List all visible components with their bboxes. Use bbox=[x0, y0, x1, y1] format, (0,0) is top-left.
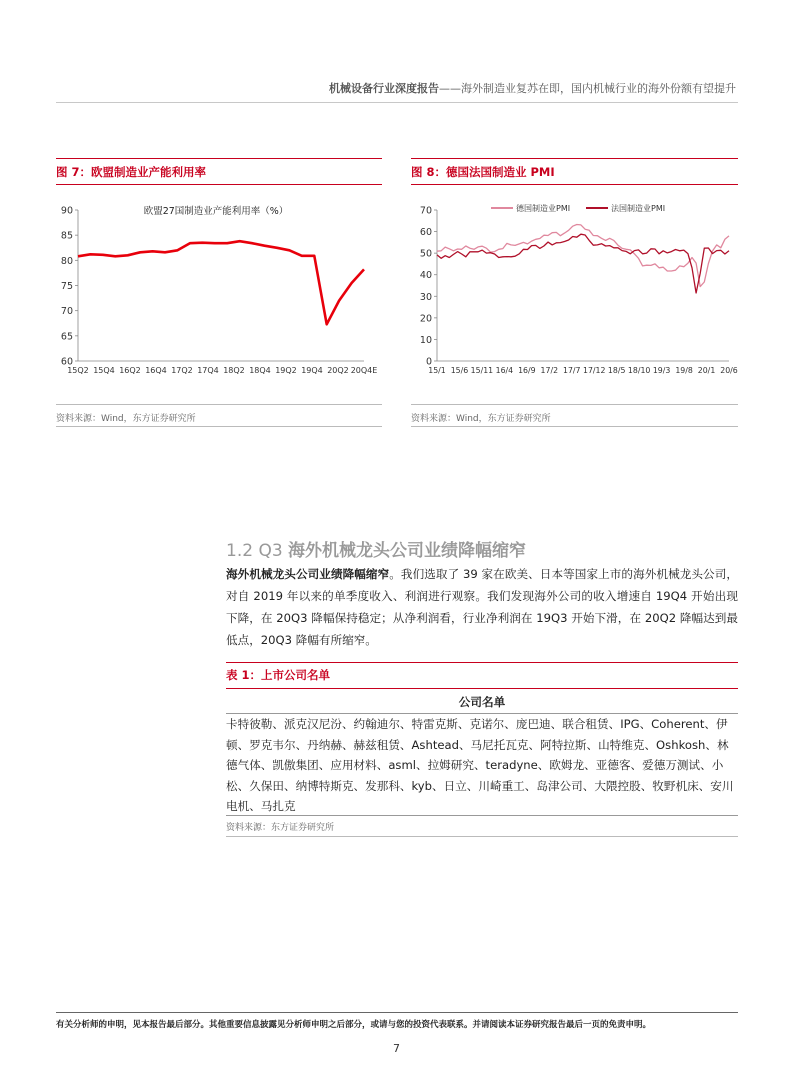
header-subtitle: ——海外制造业复苏在即，国内机械行业的海外份额有望提升 bbox=[439, 82, 736, 95]
header-bold-title: 机械设备行业深度报告 bbox=[329, 82, 439, 95]
legend-label-2: 法国制造业PMI bbox=[611, 204, 666, 213]
y-tick-label: 50 bbox=[419, 248, 432, 260]
figure8-source-rule bbox=[411, 404, 738, 405]
x-tick-label: 18/10 bbox=[627, 366, 651, 375]
y-tick-label: 90 bbox=[60, 205, 73, 217]
table1-bottom-rule bbox=[226, 815, 738, 816]
x-tick-label: 15Q4 bbox=[93, 366, 115, 375]
y-tick-label: 65 bbox=[60, 331, 73, 343]
x-tick-label: 15/1 bbox=[428, 366, 446, 375]
x-tick-label: 20Q2 bbox=[327, 366, 349, 375]
page-number: 7 bbox=[393, 1042, 400, 1055]
figure8-source: 资料来源：Wind，东方证券研究所 bbox=[411, 414, 551, 424]
paragraph-body: 。我们选取了 39 家在欧美、日本等国家上市的海外机械龙头公司，对自 2019 年以来的单季度收入、利润进行观察。我们发现海外公司的收入增速自 19Q4 开始出现下降，在 20Q3 降幅保持稳定；从净利润看，行业净利润在 19Q3 开始下滑，在 20Q2 降幅达到最低点，20Q3 降幅有所缩窄。 bbox=[226, 567, 738, 647]
y-tick-label: 20 bbox=[419, 313, 432, 325]
x-tick-label: 15/6 bbox=[450, 366, 469, 375]
figure8-top-rule bbox=[411, 158, 738, 159]
footer-disclaimer: 有关分析师的申明，见本报告最后部分。其他重要信息披露见分析师申明之后部分，或请与您的投资代表联系。并请阅读本证券研究报告最后一页的免责申明。 bbox=[56, 1020, 652, 1030]
series-line-2 bbox=[437, 234, 729, 293]
x-tick-label: 18/5 bbox=[607, 366, 626, 375]
table1-title: 表 1：上市公司名单 bbox=[226, 668, 331, 682]
x-tick-label: 19/8 bbox=[675, 366, 693, 375]
figure8-title-rule bbox=[411, 184, 738, 185]
y-tick-label: 30 bbox=[419, 291, 432, 303]
table1-top-rule bbox=[226, 662, 738, 663]
y-tick-label: 0 bbox=[425, 356, 432, 368]
series-line-1 bbox=[78, 241, 364, 324]
figure8-chart bbox=[411, 192, 738, 384]
x-tick-label: 20/1 bbox=[697, 366, 716, 375]
chart-title: 欧盟27国制造业产能利用率（%） bbox=[143, 206, 289, 217]
footer-divider bbox=[56, 1012, 738, 1013]
y-tick-label: 40 bbox=[419, 270, 432, 282]
figure7-title-rule bbox=[56, 184, 382, 185]
y-tick-label: 60 bbox=[419, 227, 432, 239]
x-tick-label: 16/9 bbox=[518, 366, 536, 375]
x-tick-label: 16Q4 bbox=[145, 366, 167, 375]
x-tick-label: 17/2 bbox=[540, 366, 559, 375]
table1-end-rule bbox=[226, 836, 738, 837]
x-tick-label: 18Q4 bbox=[249, 366, 271, 375]
x-tick-label: 19Q4 bbox=[301, 366, 323, 375]
report-header bbox=[329, 80, 736, 96]
x-tick-label: 20/6 bbox=[720, 366, 738, 375]
x-tick-label: 16Q2 bbox=[119, 366, 141, 375]
figure8-title: 图 8：德国法国制造业 PMI bbox=[411, 165, 555, 179]
y-tick-label: 80 bbox=[60, 255, 73, 267]
figure7-title: 图 7：欧盟制造业产能利用率 bbox=[56, 165, 207, 179]
x-tick-label: 17/12 bbox=[582, 366, 606, 375]
table1-company-list: 卡特彼勒、派克汉尼汾、约翰迪尔、特雷克斯、克诺尔、庞巴迪、联合租赁、IPG、Coherent、伊顿、罗克韦尔、丹纳赫、赫兹租赁、Ashtead、马尼托瓦克、阿特拉斯、山特维克、Oshkosh、林德气体、凯傲集团、应用材料、asml、拉姆研究、teradyne、欧姆龙、亚德客、爱德万测试、小松、久保田、纳博特斯克、发那科、kyb、日立、川崎重工、岛津公司、大隈控股、牧野机床、安川电机、马扎克 bbox=[226, 717, 734, 813]
paragraph-lead: 海外机械龙头公司业绩降幅缩窄 bbox=[226, 567, 390, 581]
table1-title-rule bbox=[226, 688, 738, 689]
x-tick-label: 19Q2 bbox=[275, 366, 297, 375]
x-tick-label: 17Q4 bbox=[197, 366, 219, 375]
y-tick-label: 75 bbox=[60, 281, 73, 292]
figure7-top-rule bbox=[56, 158, 382, 159]
x-tick-label: 19/3 bbox=[652, 366, 671, 375]
figure7-bottom-rule bbox=[56, 426, 382, 427]
x-tick-label: 17Q2 bbox=[171, 366, 193, 375]
y-tick-label: 85 bbox=[60, 230, 73, 242]
x-tick-label: 20Q4E bbox=[350, 366, 378, 375]
figure7-source: 资料来源：Wind，东方证券研究所 bbox=[56, 414, 196, 424]
x-tick-label: 17/7 bbox=[563, 366, 581, 375]
section-title-text: 海外机械龙头公司业绩降幅缩窄 bbox=[288, 541, 527, 561]
y-tick-label: 10 bbox=[419, 334, 432, 346]
table1-source: 资料来源：东方证券研究所 bbox=[226, 823, 335, 833]
section-heading bbox=[226, 536, 526, 561]
figure7-source-rule bbox=[56, 404, 382, 405]
series-line-1 bbox=[437, 225, 729, 287]
x-tick-label: 16/4 bbox=[495, 366, 514, 375]
x-tick-label: 18Q2 bbox=[223, 366, 245, 375]
body-paragraph bbox=[226, 563, 738, 651]
figure8-bottom-rule bbox=[411, 426, 738, 427]
legend-label-1: 德国制造业PMI bbox=[516, 204, 571, 213]
section-number: 1.2 Q3 bbox=[226, 541, 283, 561]
table1-header: 公司名单 bbox=[458, 695, 506, 709]
header-divider bbox=[56, 102, 738, 103]
x-tick-label: 15Q2 bbox=[67, 366, 89, 375]
y-tick-label: 70 bbox=[60, 306, 73, 318]
y-tick-label: 70 bbox=[419, 205, 432, 217]
figure7-chart bbox=[56, 192, 382, 384]
y-tick-label: 60 bbox=[60, 356, 73, 368]
x-tick-label: 15/11 bbox=[470, 366, 494, 375]
